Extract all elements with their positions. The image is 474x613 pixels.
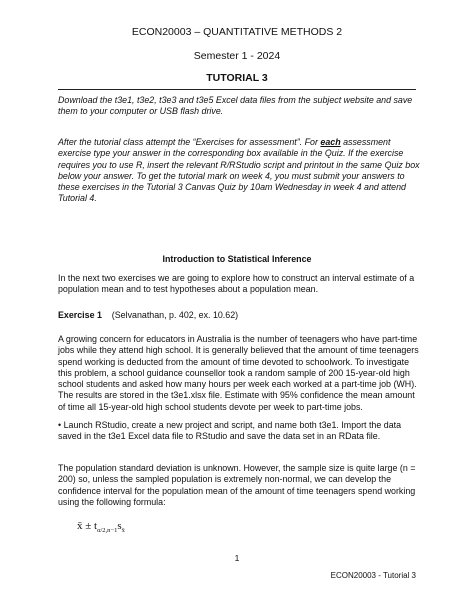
assessment-note-line: After the tutorial class attempt the “Exercises for assessment”. For each assessment bbox=[58, 137, 391, 147]
semester-label: Semester 1 - 2024 bbox=[193, 50, 281, 62]
assessment-note bbox=[58, 137, 418, 205]
formula-subscript-t: α/2,n−1 bbox=[97, 527, 118, 535]
problem-line: this problem, a school guidance counsellor took a random sample of 200 15-year-old high bbox=[58, 367, 410, 378]
each-emphasis: each bbox=[320, 137, 341, 147]
sd-line: confidence interval for the population mean of the amount of time teenagers spend working bbox=[58, 485, 416, 496]
download-note bbox=[58, 95, 418, 118]
download-note-line: them to your computer or USB flash drive. bbox=[58, 106, 224, 117]
exercise-label: Exercise 1 bbox=[58, 310, 102, 320]
launch-line: saved in the t3e1 Excel data file to RStudio and save the data set in an RData file. bbox=[58, 431, 381, 442]
page-footer: ECON20003 - Tutorial 3 bbox=[330, 571, 416, 580]
sd-line: 200) so, unless the sampled population is extremely non-normal, we can develop the bbox=[58, 474, 392, 485]
formula-main: x̄ ± t bbox=[77, 520, 98, 532]
problem-line: A growing concern for educators in Australia is the number of teenagers who have part-time bbox=[58, 334, 418, 344]
course-title: ECON20003 – QUANTITATIVE METHODS 2 bbox=[131, 26, 343, 38]
formula-subscript-s: x̄ bbox=[121, 527, 125, 535]
intro-paragraph bbox=[58, 273, 418, 296]
exercise-reference: (Selvanathan, p. 402, ex. 10.62) bbox=[111, 310, 239, 320]
sd-paragraph bbox=[58, 463, 418, 508]
formula-s: s bbox=[117, 520, 122, 532]
assessment-note-line: exercise type your answer in the corresponding box available in the Quiz. If the exercise bbox=[58, 148, 404, 159]
exercise-heading bbox=[58, 310, 238, 320]
header-divider bbox=[58, 89, 416, 90]
assessment-note-line: these exercises in the Tutorial 3 Canvas Quiz by 10am Wednesday in week 4 and attend bbox=[58, 182, 406, 193]
problem-line: of time all 15-year-old high school students devote per week to part-time jobs. bbox=[58, 401, 363, 412]
assessment-note-line: Tutorial 4. bbox=[58, 193, 97, 204]
confidence-interval-formula bbox=[77, 520, 125, 534]
intro-line: In the next two exercises we are going to explore how to construct an interval estimate of a bbox=[58, 273, 415, 283]
problem-line: spend working is deducted from the amount of time devoted to schoolwork. To investigate bbox=[58, 356, 410, 367]
sd-line: using the following formula: bbox=[58, 496, 166, 507]
launch-line: • Launch RStudio, create a new project and script, and name both t3e1. Import the data bbox=[58, 420, 402, 430]
sd-line: The population standard deviation is unknown. However, the sample size is quite large (n = bbox=[58, 463, 416, 473]
problem-line: school students and asked how many hours per week each worked at a part-time job (WH). bbox=[58, 379, 417, 390]
section-title: Introduction to Statistical Inference bbox=[162, 254, 312, 264]
assessment-note-line: below your answer. To get the tutorial mark on week 4, you must submit your answers to bbox=[58, 170, 405, 181]
problem-line: The results are stored in the t3e1.xlsx file. Estimate with 95% confidence the mean amount bbox=[58, 390, 415, 401]
download-note-line: Download the t3e1, t3e2, t3e3 and t3e5 Excel data files from the subject website and save bbox=[58, 95, 413, 105]
problem-line: jobs while they attend high school. It is generally believed that the amount of time teenagers bbox=[58, 345, 419, 356]
assessment-note-line: requires you to use R, insert the relevant R/RStudio script and printout in the same Quiz box bbox=[58, 159, 420, 170]
tutorial-title: TUTORIAL 3 bbox=[206, 72, 268, 84]
problem-paragraph bbox=[58, 334, 418, 413]
page-number: 1 bbox=[234, 553, 240, 563]
launch-instruction bbox=[58, 420, 418, 443]
intro-line: population mean and to test hypotheses about a population mean. bbox=[58, 284, 319, 295]
